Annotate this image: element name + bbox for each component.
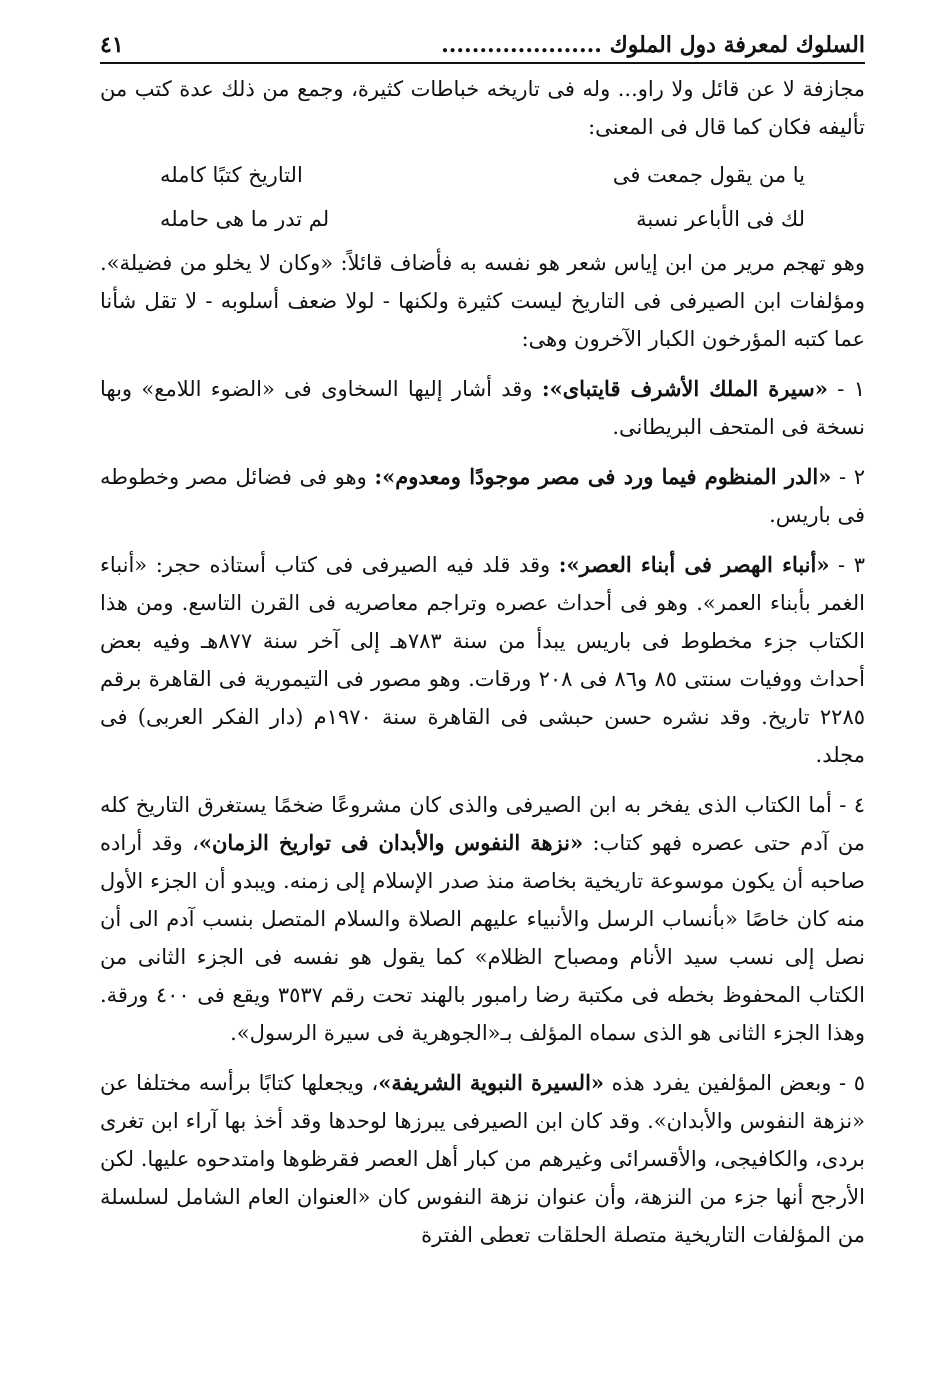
item-5-title: «السيرة النبوية الشريفة» bbox=[378, 1070, 605, 1095]
list-item-3: ٣ - «أنباء الهصر فى أبناء العصر»: وقد قلد فيه الصيرفى فى كتاب أستاذه حجر: «أنباء الغمر بأبناء العمر». وهو فى أحداث عصره وتراجم معاصريه فى القرن التاسع. ومن هذا الكتاب جزء مخطوط فى باريس يبدأ من سنة ٧٨٣هـ إلى آخر سنة ٨٧٧هـ وفيه بعض أحداث ووفيات سنتى ٨٥ و٨٦ فى ٢٠٨ ورقات. وهو مصور فى التيمورية فى القاهرة برقم ٢٢٨٥ تاريخ. وقد نشره حسن حبشى فى القاهرة سنة ١٩٧٠م (دار الفكر العربى) فى مجلد. bbox=[100, 552, 866, 767]
intro-paragraph: مجازفة لا عن قائل ولا راو... وله فى تاريخه خباطات كثيرة، وجمع من ذلك عدة كتب من تأليفه فكان كما قال فى المعنى: bbox=[100, 77, 865, 139]
poem-verse-2 bbox=[100, 200, 865, 244]
verse-2-first-half: لك فى الأباعر نسبة bbox=[636, 207, 805, 231]
page-number: ٤١ bbox=[100, 32, 124, 58]
verse-2-second-half: لم تدر ما هى حامله bbox=[160, 207, 330, 231]
running-header bbox=[100, 30, 865, 60]
item-1-title: «سيرة الملك الأشرف قايتباى»: bbox=[541, 376, 828, 401]
list-item-5: ٥ - وبعض المؤلفين يفرد هذه «السيرة النبوية الشريفة»، ويجعلها كتابًا برأسه مختلفا عن «نزهة النفوس والأبدان». وقد كان ابن الصيرفى يبرزها لوحدها وقد أخذ بها آراء ابن تغرى بردى، والكافيجى، والأقسرائى وغيرهم من كبار أهل العصر فقرظوها وامتدحوه عليها. لكن الأرجح أنها جزء من النزهة، وأن عنوان نزهة النفوس كان «العنوان العام الشامل لسلسلة من المؤلفات التاريخية متصلة الحلقات تعطى الفترة bbox=[100, 1070, 866, 1247]
header-rule bbox=[100, 62, 865, 64]
poem-verse-1 bbox=[100, 146, 865, 200]
list-item-2: ٢ - «الدر المنظوم فيما ورد فى مصر موجودًا ومعدوم»: وهو فى فضائل مصر وخطوطه فى باريس. bbox=[100, 464, 865, 527]
item-4-title: «نزهة النفوس والأبدان فى تواريخ الزمان» bbox=[198, 830, 584, 855]
list-item-4: ٤ - أما الكتاب الذى يفخر به ابن الصيرفى والذى كان مشروعًا ضخمًا يستغرق التاريخ كله من آدم حتى عصره فهو كتاب: «نزهة النفوس والأبدان فى تواريخ الزمان»، وقد أراده صاحبه أن يكون موسوعة تاريخية بخاصة منذ صدر الإسلام إلى زمنه. ويبدو أن الجزء الأول منه كان خاصًا «بأنساب الرسل والأنبياء عليهم الصلاة والسلام المتصل بنسب آدم الى أن نصل إلى نسب سيد الأنام ومصباح الظلام» كما يقول هو نفسه فى الجزء الثانى من الكتاب المحفوظ بخطه فى مكتبة رضا رامبور بالهند تحت رقم ٣٥٣٧ ويقع فى ٤٠٠ ورقة. وهذا الجزء الثانى هو الذى سماه المؤلف بـ«الجوهرية فى سيرة الرسول». bbox=[100, 793, 865, 1045]
item-2-title: «الدر المنظوم فيما ورد فى مصر موجودًا ومعدوم»: bbox=[374, 464, 832, 489]
after-poem-paragraph: وهو تهجم مرير من ابن إياس شعر هو نفسه به فأضاف قائلاً: «وكان لا يخلو من فضيلة». ومؤلفات ابن الصيرفى فى التاريخ ليست كثيرة ولكنها - لولا ضعف أسلوبه - لا تقل شأنا عما كتبه المؤرخون الكبار الآخرون وهى: bbox=[100, 251, 865, 351]
header-title: السلوك لمعرفة دول الملوك ..................... bbox=[441, 32, 865, 58]
verse-1-first-half: يا من يقول جمعت فى bbox=[612, 163, 805, 187]
verse-1-second-half: التاريخ كتبًا كامله bbox=[160, 163, 303, 187]
list-item-1: ١ - «سيرة الملك الأشرف قايتباى»: وقد أشار إليها السخاوى فى «الضوء اللامع» وبها نسخة فى المتحف البريطانى. bbox=[100, 376, 865, 439]
item-3-title: «أنباء الهصر فى أبناء العصر»: bbox=[558, 552, 830, 577]
